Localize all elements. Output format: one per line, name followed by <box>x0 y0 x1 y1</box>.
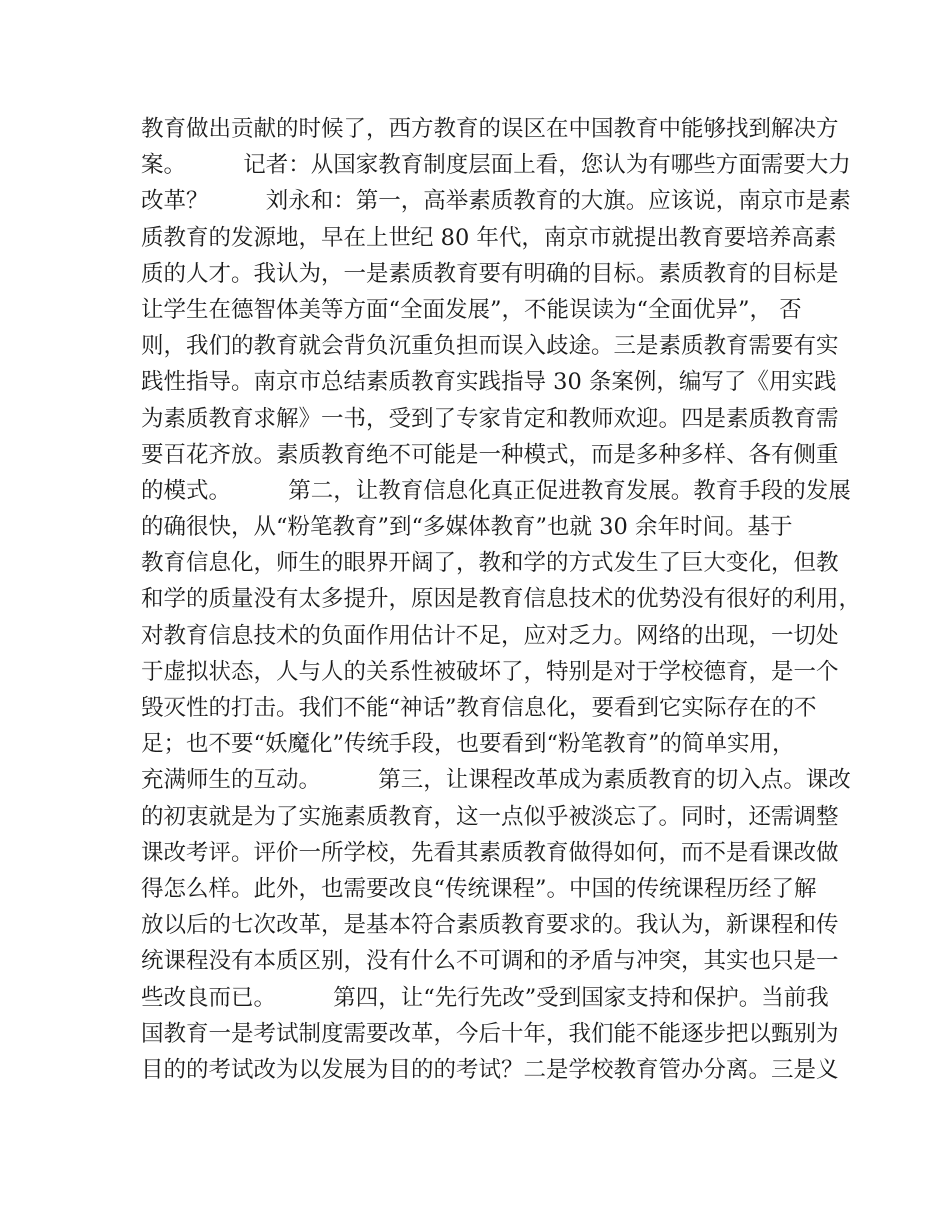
text-line: 统课程没有本质区别，没有什么不可调和的矛盾与冲突，其实也只是一 <box>141 948 839 975</box>
text-line: 充满师生的互动。 第三，让课程改革成为素质教育的切入点。课改 <box>141 767 851 794</box>
text-line: 教育信息化，师生的眼界开阔了，教和学的方式发生了巨大变化，但教 <box>141 550 839 577</box>
text-line: 的确很快，从“粉笔教育”到“多媒体教育”也就 30 余年时间。基于 <box>141 514 793 541</box>
text-line: 则，我们的教育就会背负沉重负担而误入歧途。三是素质教育需要有实 <box>141 333 839 360</box>
body-text <box>141 111 862 1088</box>
text-line: 些改良而已。 第四，让“先行先改”受到国家支持和保护。当前我 <box>141 984 829 1011</box>
text-line: 质教育的发源地，早在上世纪 80 年代，南京市就提出教育要培养高素 <box>141 224 837 251</box>
text-line: 的初衷就是为了实施素质教育，这一点似乎被淡忘了。同时，还需调整 <box>141 803 839 830</box>
text-line: 课改考评。评价一所学校，先看其素质教育做得如何，而不是看课改做 <box>141 839 839 866</box>
text-line: 践性指导。南京市总结素质教育实践指导 30 条案例，编写了《用实践 <box>141 369 837 396</box>
text-line: 国教育一是考试制度需要改革，今后十年，我们能不能逐步把以甄别为 <box>141 1020 839 1047</box>
text-line: 的模式。 第二，让教育信息化真正促进教育发展。教育手段的发展 <box>141 477 851 504</box>
text-line: 改革？ 刘永和：第一，高举素质教育的大旗。应该说，南京市是素 <box>141 188 851 215</box>
text-line: 对教育信息技术的负面作用估计不足，应对乏力。网络的出现，一切处 <box>141 622 839 649</box>
text-line: 足；也不要“妖魔化”传统手段，也要看到“粉笔教育”的简单实用， <box>141 731 795 758</box>
text-line: 毁灭性的打击。我们不能“神话”教育信息化，要看到它实际存在的不 <box>141 695 817 721</box>
text-line: 和学的质量没有太多提升，原因是教育信息技术的优势没有很好的利用， <box>141 586 862 613</box>
text-line: 教育做出贡献的时候了，西方教育的误区在中国教育中能够找到解决方 <box>141 116 839 142</box>
text-line: 要百花齐放。素质教育绝不可能是一种模式，而是多种多样、各有侧重 <box>141 441 839 468</box>
text-line: 案。 记者：从国家教育制度层面上看，您认为有哪些方面需要大力 <box>141 152 851 179</box>
text-line: 质的人才。我认为，一是素质教育要有明确的目标。素质教育的目标是 <box>141 260 839 287</box>
text-line: 于虚拟状态，人与人的关系性被破坏了，特别是对于学校德育，是一个 <box>141 658 839 685</box>
text-line: 为素质教育求解》一书，受到了专家肯定和教师欢迎。四是素质教育需 <box>141 405 839 432</box>
text-line: 放以后的七次改革，是基本符合素质教育要求的。我认为，新课程和传 <box>141 912 839 939</box>
text-line: 让学生在德智体美等方面“全面发展”，不能误读为“全面优异”， 否 <box>141 296 802 323</box>
text-line: 得怎么样。此外，也需要改良“传统课程”。中国的传统课程历经了解 <box>141 875 817 902</box>
text-line: 目的的考试改为以发展为目的的考试？二是学校教育管办分离。三是义 <box>141 1056 839 1083</box>
